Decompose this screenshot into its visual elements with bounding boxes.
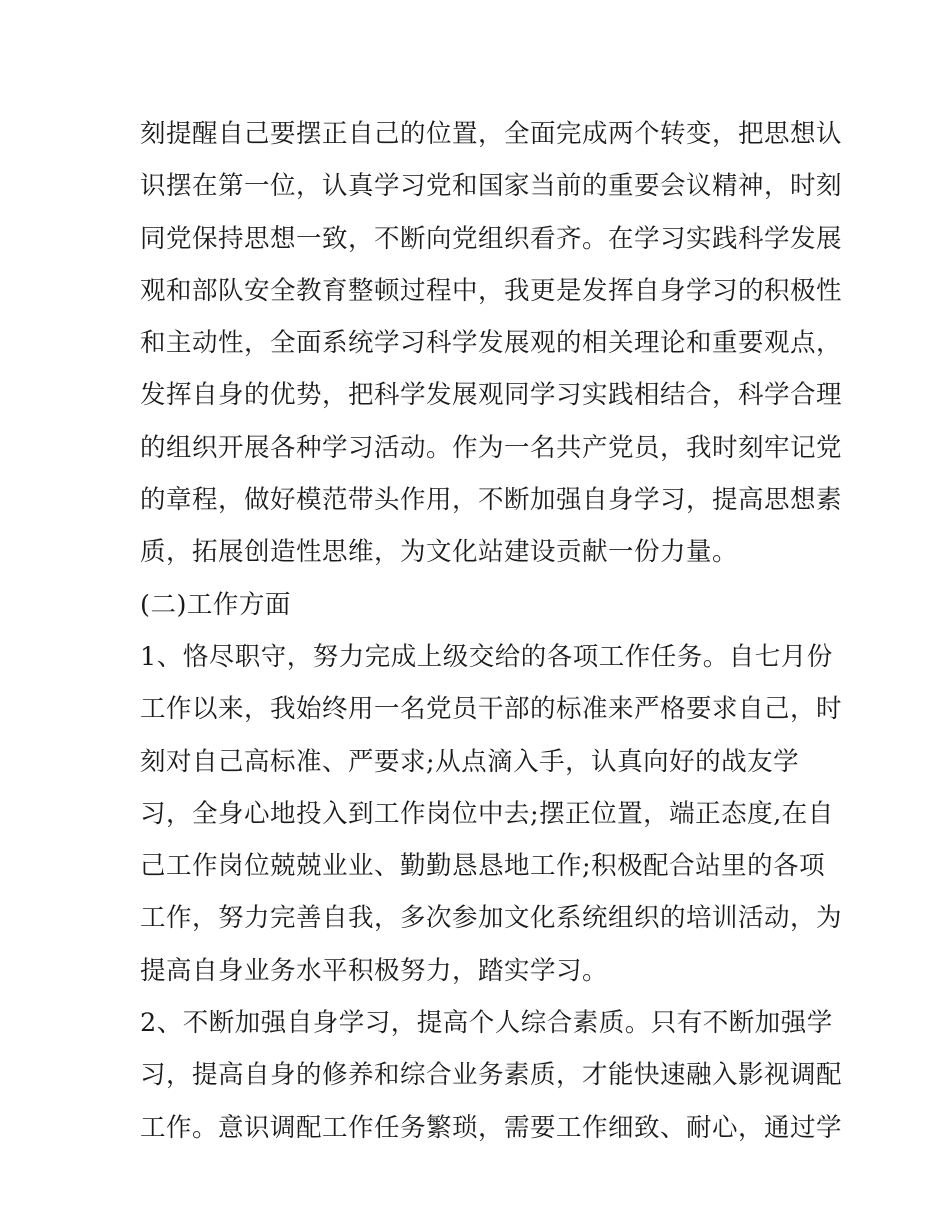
text-line: 1、恪尽职守，努力完成上级交给的各项工作任务。自七月份 <box>140 641 833 672</box>
text-line: 习，全身心地投入到工作岗位中去;摆正位置，端正态度,在自 <box>140 798 834 829</box>
text-line: 的组织开展各种学习活动。作为一名共产党员，我时刻牢记党 <box>140 432 843 463</box>
text-line: 质，拓展创造性思维，为文化站建设贡献一份力量。 <box>140 537 739 568</box>
text-line: 工作，努力完善自我，多次参加文化系统组织的培训活动，为 <box>140 903 843 934</box>
document-body <box>140 108 843 1154</box>
text-line: 发挥自身的优势，把科学发展观同学习实践相结合，科学合理 <box>140 380 843 411</box>
text-line: 和主动性，全面系统学习科学发展观的相关理论和重要观点， <box>140 328 843 359</box>
text-line: 刻对自己高标准、严要求;从点滴入手，认真向好的战友学 <box>140 746 800 777</box>
text-line: 2、不断加强自身学习，提高个人综合素质。只有不断加强学 <box>140 1008 833 1039</box>
text-line: 刻提醒自己要摆正自己的位置，全面完成两个转变，把思想认 <box>140 119 843 149</box>
section-heading: (二)工作方面 <box>140 589 291 620</box>
text-line: 己工作岗位兢兢业业、勤勤恳恳地工作;积极配合站里的各项 <box>140 851 826 882</box>
text-line: 识摆在第一位，认真学习党和国家当前的重要会议精神，时刻 <box>140 171 843 202</box>
text-line: 工作以来，我始终用一名党员干部的标准来严格要求自己，时 <box>140 694 843 725</box>
text-line: 工作。意识调配工作任务繁琐，需要工作细致、耐心，通过学 <box>140 1112 843 1143</box>
text-line: 的章程，做好模范带头作用，不断加强自身学习，提高思想素 <box>140 485 843 516</box>
text-line: 提高自身业务水平积极努力，踏实学习。 <box>140 955 609 986</box>
text-line: 习，提高自身的修养和综合业务素质，才能快速融入影视调配 <box>140 1060 843 1091</box>
text-line: 观和部队安全教育整顿过程中，我更是发挥自身学习的积极性 <box>140 275 843 306</box>
text-line: 同党保持思想一致，不断向党组织看齐。在学习实践科学发展 <box>140 223 843 254</box>
